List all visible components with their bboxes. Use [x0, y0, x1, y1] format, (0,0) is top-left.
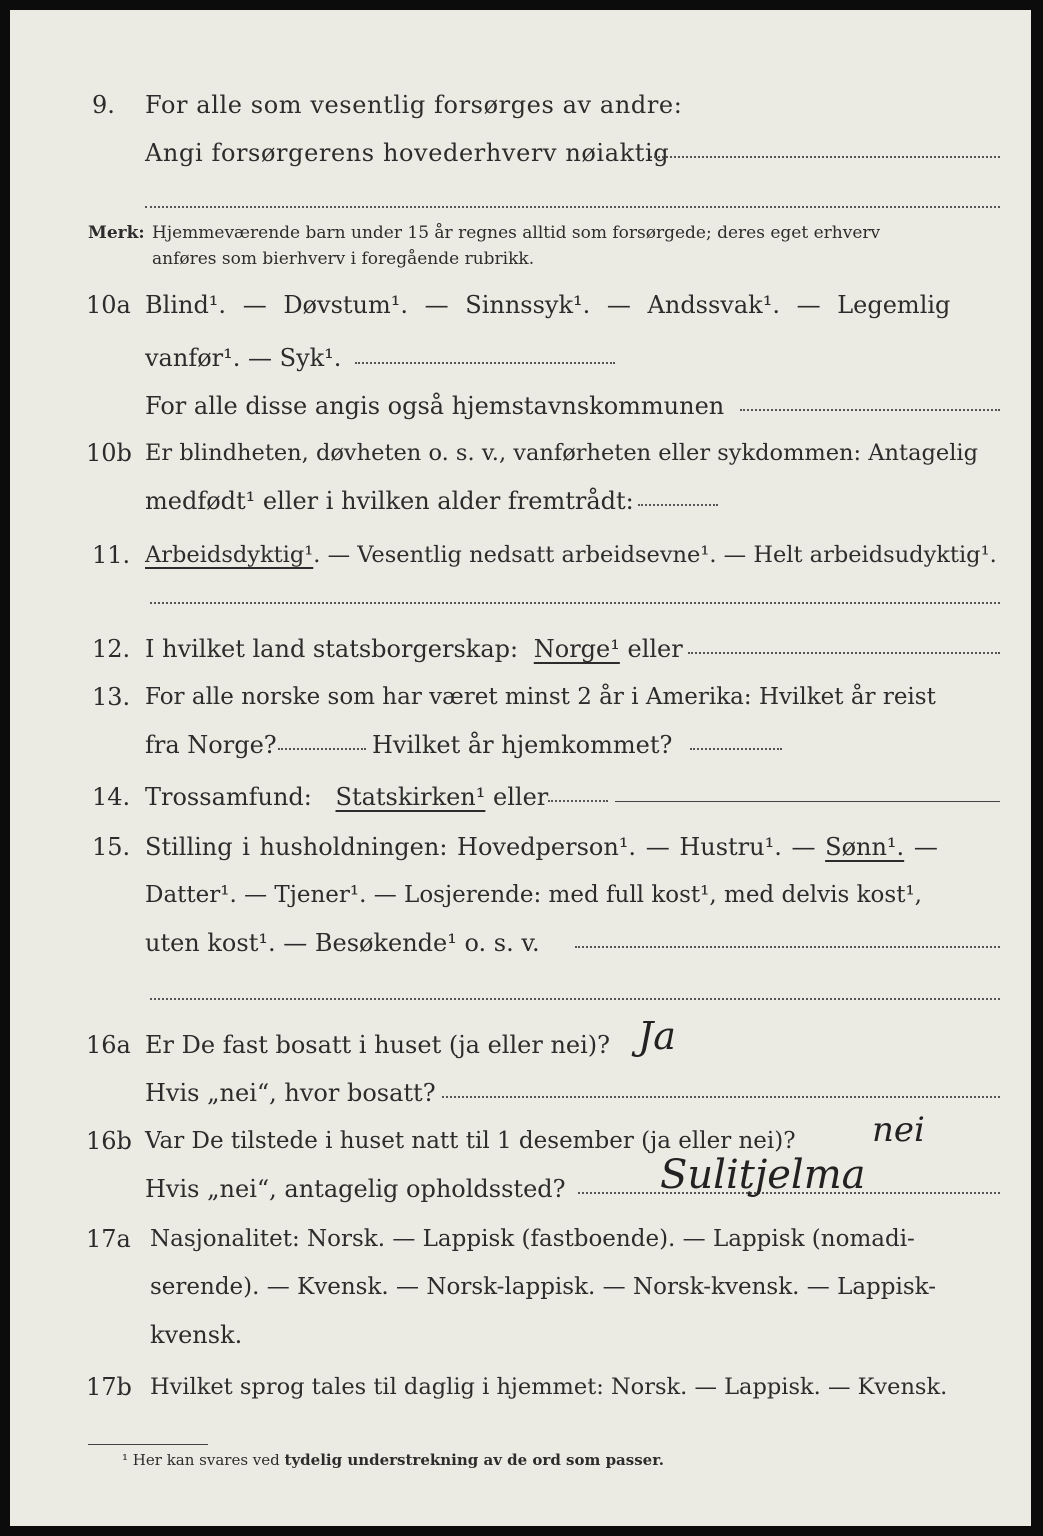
q10a-line3: For alle disse angis også hjemstavnskommunen [145, 392, 725, 420]
q10a-number: 10a [86, 291, 131, 319]
q11-option-arbeidsdyktig-underlined[interactable]: Arbeidsdyktig¹ [145, 542, 314, 568]
q15-line1a: Stilling i husholdningen: Hovedperson¹. — Hustru¹. — [145, 833, 816, 861]
q16a-number: 16a [86, 1031, 131, 1059]
q16a-line1: Er De fast bosatt i huset (ja eller nei)? [145, 1031, 611, 1059]
merk-line1: Hjemmeværende barn under 15 år regnes alltid som forsørgede; deres eget erhverv [152, 223, 881, 243]
q13-line1: For alle norske som har været minst 2 år i Amerika: Hvilket år reist [145, 684, 936, 710]
q9-answer-line-2[interactable] [145, 206, 1000, 208]
q10a-line1: Blind¹. — Døvstum¹. — Sinnssyk¹. — Andssvak¹. — Legemlig [145, 291, 951, 319]
q16a-handwritten-answer[interactable]: Ja [638, 1014, 676, 1058]
footnote [122, 1450, 664, 1470]
q14-answer-line[interactable] [548, 800, 608, 802]
census-form-page [10, 10, 1031, 1526]
q14-line [145, 782, 548, 812]
q10a-municipality-line[interactable] [740, 409, 1000, 411]
q11-rest: . — Vesentlig nedsatt arbeidsevne¹. — Helt arbeidsudyktig¹. [313, 542, 997, 568]
q13-number: 13. [92, 683, 131, 711]
q16b-handwritten-answer-1[interactable]: nei [872, 1110, 925, 1150]
footnote-text-b: tydelig understrekning av de ord som passer. [284, 1451, 664, 1469]
q15-line2: Datter¹. — Tjener¹. — Losjerende: med full kost¹, med delvis kost¹, [145, 882, 922, 908]
q13-year-left-line[interactable] [278, 748, 366, 750]
q17b-number: 17b [86, 1373, 132, 1401]
q12-line [145, 634, 683, 664]
q17a-line1: Nasjonalitet: Norsk. — Lappisk (fastboende). — Lappisk (nomadi- [150, 1226, 915, 1252]
q9-line1: For alle som vesentlig forsørges av andre: [145, 91, 683, 119]
q17a-number: 17a [86, 1225, 131, 1253]
q10a-answer-line[interactable] [355, 362, 615, 364]
merk-line2: anføres som bierhverv i foregående rubrikk. [152, 249, 535, 269]
q12-option-norge-underlined[interactable]: Norge¹ [533, 635, 620, 663]
q15-answer-line[interactable] [575, 946, 1000, 948]
footnote-separator [88, 1444, 208, 1445]
q14-eller: eller [493, 783, 549, 811]
q9-answer-line[interactable] [650, 156, 1000, 158]
q11-answer-line[interactable] [150, 602, 1000, 604]
q15-line1 [145, 832, 938, 862]
q12-prompt: I hvilket land statsborgerskap: [145, 635, 519, 663]
q15-option-sonn-underlined[interactable]: Sønn¹. [825, 833, 905, 861]
q16a-line2: Hvis „nei“, hvor bosatt? [145, 1079, 436, 1107]
q10b-line1: Er blindheten, døvheten o. s. v., vanførheten eller sykdommen: Antagelig [145, 440, 978, 466]
q10b-number: 10b [86, 439, 132, 467]
q10b-answer-line[interactable] [638, 504, 718, 506]
q9-number: 9. [92, 91, 115, 119]
q16a-residence-line[interactable] [442, 1096, 1000, 1098]
q16b-line1: Var De tilstede i huset natt til 1 desember (ja eller nei)? [145, 1128, 796, 1154]
q14-prompt: Trossamfund: [145, 783, 312, 811]
q11-number: 11. [92, 541, 131, 569]
q14-answer-underline [615, 801, 1000, 802]
q9-line2: Angi forsørgerens hovederhverv nøiaktig [145, 139, 670, 167]
q15-answer-line-2[interactable] [150, 998, 1000, 1000]
q13-line2b: Hvilket år hjemkommet? [372, 731, 673, 759]
q12-number: 12. [92, 635, 131, 663]
q12-eller: eller [627, 635, 683, 663]
q11-line [145, 540, 997, 570]
q14-option-statskirken-underlined[interactable]: Statskirken¹ [335, 783, 486, 811]
q17b-line1: Hvilket sprog tales til daglig i hjemmet: Norsk. — Lappisk. — Kvensk. [150, 1374, 948, 1400]
merk-label: Merk: [88, 223, 145, 243]
q17a-line2: serende). — Kvensk. — Norsk-lappisk. — Norsk-kvensk. — Lappisk- [150, 1274, 936, 1300]
q15-number: 15. [92, 833, 131, 861]
q15-line1b: — [913, 833, 938, 861]
q13-line2a: fra Norge? [145, 731, 277, 759]
q16b-number: 16b [86, 1127, 132, 1155]
q10b-line2: medfødt¹ eller i hvilken alder fremtrådt: [145, 487, 634, 515]
q16b-line2: Hvis „nei“, antagelig opholdssted? [145, 1175, 566, 1203]
q12-answer-line[interactable] [688, 652, 1000, 654]
q10a-line2: vanfør¹. — Syk¹. [145, 344, 342, 372]
q14-number: 14. [92, 783, 131, 811]
q17a-line3: kvensk. [150, 1321, 243, 1349]
q15-line3: uten kost¹. — Besøkende¹ o. s. v. [145, 929, 540, 957]
q16b-handwritten-answer-2[interactable]: Sulitjelma [660, 1152, 866, 1198]
footnote-mark: ¹ [122, 1451, 129, 1469]
footnote-text-a: Her kan svares ved [132, 1451, 280, 1469]
q13-year-returned-line[interactable] [690, 748, 782, 750]
